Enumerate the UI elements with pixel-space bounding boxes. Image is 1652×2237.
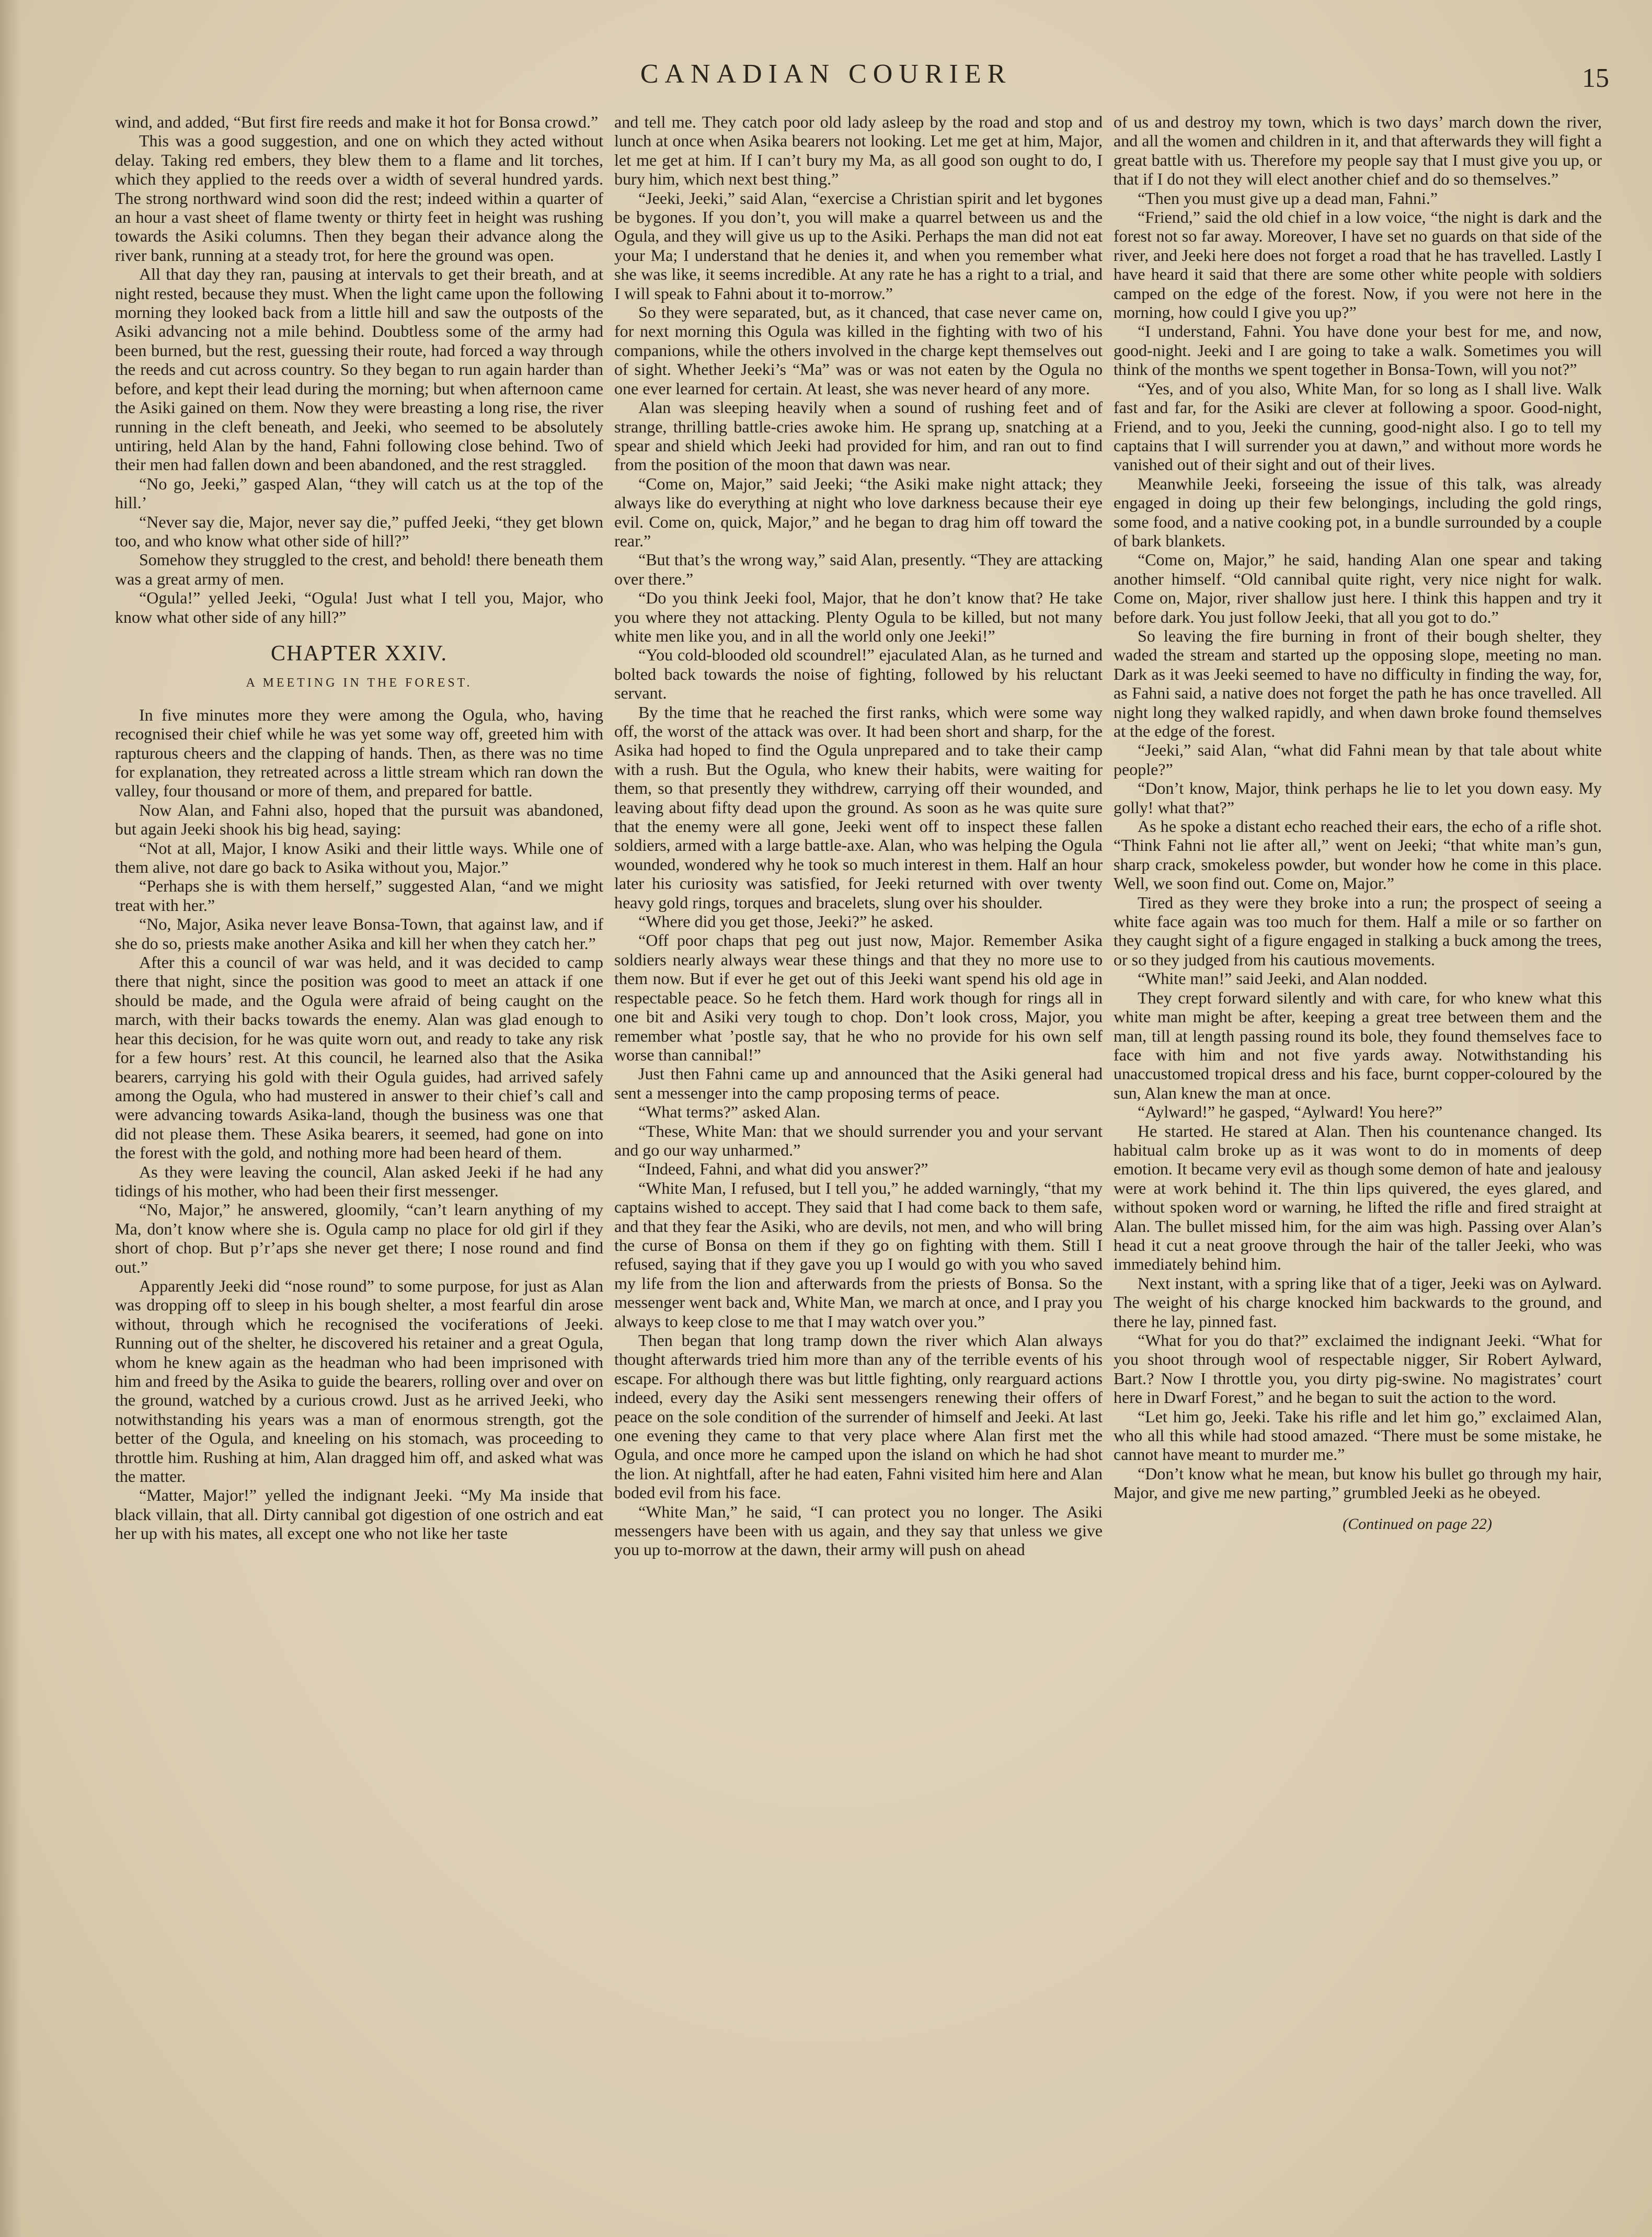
paragraph: Somehow they struggled to the crest, and behold! there beneath them was a great army of men. xyxy=(115,550,603,588)
paragraph: Alan was sleeping heavily when a sound of rushing feet and of strange, thrilling battle-cries awoke him. He sprang up, snatching at a spear and shield which Jeeki had provided for him, and ran out to find from the position of the moon that dawn was near. xyxy=(614,398,1103,474)
paragraph: “But that’s the wrong way,” said Alan, presently. “They are attacking over there.” xyxy=(614,550,1103,588)
paragraph: “Jeeki,” said Alan, “what did Fahni mean by that tale about white people?” xyxy=(1114,740,1602,779)
chapter-title: CHAPTER XXIV. xyxy=(271,641,448,666)
paragraph: Then began that long tramp down the river which Alan always thought afterwards tried him more than any of the terrible events of his escape. For although there was but little fighting, only rearguard actions indeed, every day the Asiki sent messengers renewing their offers of peace on the sole condition of the surrender of himself and Jeeki. At last one evening they came to that very place where Alan first met the Ogula, and once more he camped upon the island on which he had shot the lion. At nightfall, after he had eaten, Fahni visited him here and Alan boded evil from his face. xyxy=(614,1331,1103,1502)
column-2 xyxy=(614,112,1103,2194)
paragraph: As he spoke a distant echo reached their ears, the echo of a rifle shot. “Think Fahni not lie after all,” went on Jeeki; “that white man’s gun, sharp crack, smokeless powder, but wonder how he come in this place. Well, we soon find out. Come on, Major.” xyxy=(1114,817,1602,893)
paragraph: Tired as they were they broke into a run; the prospect of seeing a white face again was too much for them. Half a mile or so farther on they caught sight of a figure engaged in stalking a buck among the trees, or so they judged from his cautious movements. xyxy=(1114,893,1602,969)
paragraph: “Matter, Major!” yelled the indignant Jeeki. “My Ma inside that black villain, that all. Dirty cannibal got digestion of one ostrich and eat her up with his mates, all except one who not like her taste xyxy=(115,1486,603,1543)
paragraph: “No go, Jeeki,” gasped Alan, “they will catch us at the top of the hill.’ xyxy=(115,474,603,512)
paragraph: wind, and added, “But first fire reeds and make it hot for Bonsa crowd.” xyxy=(115,112,599,131)
paragraph: Now Alan, and Fahni also, hoped that the pursuit was abandoned, but again Jeeki shook his big head, saying: xyxy=(115,800,603,839)
paragraph: “Aylward!” he gasped, “Aylward! You here?” xyxy=(1138,1102,1443,1122)
paragraph: “Jeeki, Jeeki,” said Alan, “exercise a Christian spirit and let bygones be bygones. If you don’t, you will make a quarrel between us and the Ogula, and they will give us up to the Asiki. Perhaps the man did not eat your Ma; I understand that he denies it, and when you remember what she was like, it seems incredible. At any rate he has a right to a trial, and I will speak to Fahni about it to-morrow.” xyxy=(614,188,1103,303)
paragraph: “What terms?” asked Alan. xyxy=(638,1102,821,1122)
paragraph: “Do you think Jeeki fool, Major, that he don’t know that? He take you where they not attacking. Plenty Ogula to be killed, but not many white men like you, and in all the world only one Jeeki!” xyxy=(614,588,1103,645)
paragraph: They crept forward silently and with care, for who knew what this white man might be after, keeping a great tree between them and the man, till at length passing round its bole, they found themselves face to face with him and not five yards away. Notwithstanding his unaccustomed tropical dress and his face, burnt copper-coloured by the sun, Alan knew the man at once. xyxy=(1114,988,1602,1102)
paragraph: “Ogula!” yelled Jeeki, “Ogula! Just what I tell you, Major, who know what other side of any hill?” xyxy=(115,588,603,626)
paragraph: “Yes, and of you also, White Man, for so long as I shall live. Walk fast and far, for the Asiki are clever at following a spoor. Good-night, Friend, and to you, Jeeki the cunning, good-night also. I go to tell my captains that I will surrender you at dawn,” and without more words he vanished out of their sight and out of their lives. xyxy=(1114,379,1602,474)
paragraph: “These, White Man: that we should surrender you and your servant and go our way unharmed.” xyxy=(614,1121,1103,1159)
paragraph: “I understand, Fahni. You have done your best for me, and now, good-night. Jeeki and I are going to take a walk. Sometimes you will think of the months we spent together in Bonsa-Town, will you not?” xyxy=(1114,322,1602,379)
paragraph: “Where did you get those, Jeeki?” he asked. xyxy=(638,912,934,931)
page-number: 15 xyxy=(1582,63,1609,93)
column-3 xyxy=(1114,112,1602,2194)
paragraph: Meanwhile Jeeki, forseeing the issue of this talk, was already engaged in doing up their few belongings, including the gold rings, some food, and a native cooking pot, in a bundle surrounded by a couple of bark blankets. xyxy=(1114,474,1602,550)
paragraph: “Come on, Major,” he said, handing Alan one spear and taking another himself. “Old cannibal quite right, very nice night for walk. Come on, Major, river shallow just here. I think this happen and try it before dark. You just follow Jeeki, that all you got to do.” xyxy=(1114,550,1602,626)
paragraph: All that day they ran, pausing at intervals to get their breath, and at night rested, because they must. When the light came upon the following morning they looked back from a little hill and saw the outposts of the Asiki advancing not a mile behind. Doubtless some of the army had been burned, but the rest, guessing their route, had forced a way through the reeds and cut across country. So they began to run again harder than before, and kept their lead during the morning; but when afternoon came the Asiki gained on them. Now they were breasting a long rise, the river running in the cleft beneath, and Jeeki, who seemed to be absolutely untiring, held Alan by the hand, Fahni following close behind. Two of their men had fallen down and been abandoned, and the rest straggled. xyxy=(115,265,603,474)
paragraph: So they were separated, but, as it chanced, that case never came on, for next morning this Ogula was killed in the fighting with two of his companions, while the others involved in the charge kept themselves out of sight. Whether Jeeki’s “Ma” was or was not eaten by the Ogula no one ever learned for certain. At least, she was never heard of any more. xyxy=(614,303,1103,398)
page-header xyxy=(0,59,1652,106)
chapter-subtitle: A MEETING IN THE FOREST. xyxy=(246,676,473,690)
paragraph: After this a council of war was held, and it was decided to camp there that night, since the position was good to meet an attack if one should be made, and the Ogula were afraid of being caught on the march, with their backs towards the enemy. Alan was glad enough to hear this decision, for he was quite worn out, and ready to take any risk for a few hours’ rest. At this council, he learned also that the Asika bearers, carrying his gold with their Ogula guides, had arrived safely among the Ogula, who had mustered in answer to their chief’s call and were advancing towards Asika-land, though the business was one that did not please them. These Asika bearers, it seemed, had gone on into the forest with the gold, and nothing more had been heard of them. xyxy=(115,953,603,1162)
paragraph: “No, Major, Asika never leave Bonsa-Town, that against law, and if she do so, priests make another Asika and kill her when they catch her.” xyxy=(115,915,603,953)
paragraph: “Off poor chaps that peg out just now, Major. Remember Asika soldiers nearly always wear these things and that they no more use to them now. But if ever he get out of this Jeeki want spend his old age in respectable peace. So he fetch them. Hard work though for rings all in one bit and Asiki very tough to chop. Don’t look cross, Major, you remember what ’postle say, that he who no provide for his own self worse than cannibal!” xyxy=(614,931,1103,1064)
paragraph: “No, Major,” he answered, gloomily, “can’t learn anything of my Ma, don’t know where she is. Ogula camp no place for old girl if they short of chop. But p’r’aps she never get there; I nose round and find out.” xyxy=(115,1200,603,1276)
paragraph: Next instant, with a spring like that of a tiger, Jeeki was on Aylward. The weight of his charge knocked him backwards to the ground, and there he lay, pinned fast. xyxy=(1114,1273,1602,1331)
paragraph: “Come on, Major,” said Jeeki; “the Asiki make night attack; they always like do everything at night who love darkness because their eye evil. Come on, quick, Major,” and he began to drag him off toward the rear.” xyxy=(614,474,1103,550)
paragraph: By the time that he reached the first ranks, which were some way off, the worst of the attack was over. It had been short and sharp, for the Asika had hoped to find the Ogula unprepared and to take their camp with a rush. But the Ogula, who knew their habits, were waiting for them, so that presently they withdrew, carrying off their wounded, and leaving about fifty dead upon the ground. As soon as he was quite sure that the enemy were all gone, Jeeki went off to inspect these fallen soldiers, armed with a large battle-axe. Alan, who was helping the Ogula wounded, wondered why he took so much interest in them. Half an hour later his curiosity was satisfied, for Jeeki returned with over twenty heavy gold rings, torques and bracelets, slung over his shoulder. xyxy=(614,702,1103,912)
paragraph: of us and destroy my town, which is two days’ march down the river, and all the women and children in it, and that afterwards they will fight a great battle with us. Therefore my people say that I must give you up, or that if I do not they will elect another chief and do so themselves.” xyxy=(1114,112,1602,189)
paragraph: “White Man, I refused, but I tell you,” he added warningly, “that my captains wished to accept. They said that I had come back to them safe, and that they fear the Asiki, who are devils, not men, and who will bring the curse of Bonsa on them if they go on fighting with them. Still I refused, saying that if they gave you up I would go with you who saved my life from the lion and afterwards from the priests of Bonsa. So the messenger went back and, White Man, we march at once, and I pray you always to keep close to me that I may watch over you.” xyxy=(614,1178,1103,1331)
paragraph: “Not at all, Major, I know Asiki and their little ways. While one of them alive, not dare go back to Asika without you, Major.” xyxy=(115,838,603,877)
paragraph: As they were leaving the council, Alan asked Jeeki if he had any tidings of his mother, who had been their first messenger. xyxy=(115,1162,603,1200)
paragraph: Apparently Jeeki did “nose round” to some purpose, for just as Alan was dropping off to sleep in his bough shelter, a most fearful din arose without, through which he recognised the vociferations of Jeeki. Running out of the shelter, he discovered his retainer and a great Ogula, whom he knew again as the headman who had been imprisoned with him and freed by the Asika to guide the bearers, rolling over and over on the ground, watched by a curious crowd. Just as he arrived Jeeki, who notwithstanding his years was a man of enormous strength, got the better of the Ogula, and kneeling on his stomach, was proceeding to throttle him. Rushing at him, Alan dragged him off, and asked what was the matter. xyxy=(115,1276,603,1486)
paragraph: “Then you must give up a dead man, Fahni.” xyxy=(1138,188,1438,208)
paragraph: “White man!” said Jeeki, and Alan nodded. xyxy=(1138,969,1428,988)
paragraph: “Friend,” said the old chief in a low voice, “the night is dark and the forest not so far away. Moreover, I have set no guards on that side of the river, and Jeeki here does not forget a road that he has travelled. Lastly I have heard it said that there are some other white people with soldiers camped on the edge of the forest. Now, if you were not here in the morning, how could I give you up?” xyxy=(1114,208,1602,322)
paragraph: “Indeed, Fahni, and what did you answer?” xyxy=(638,1159,928,1179)
continued-note: (Continued on page 22) xyxy=(1343,1515,1492,1533)
running-head: CANADIAN COURIER xyxy=(640,59,1012,89)
paragraph: “Let him go, Jeeki. Take his rifle and let him go,” exclaimed Alan, who all this while had stood amazed. “There must be some mistake, he cannot have meant to murder me.” xyxy=(1114,1407,1602,1464)
paragraph: Just then Fahni came up and announced that the Asiki general had sent a messenger into the camp proposing terms of peace. xyxy=(614,1064,1103,1102)
paragraph: This was a good suggestion, and one on which they acted without delay. Taking red embers, they blew them to a flame and lit torches, which they applied to the reeds over a width of several hundred yards. The strong northward wind soon did the rest; indeed within a quarter of an hour a vast sheet of flame twenty or thirty feet in height was rushing towards the Asiki columns. Then they began their advance along the river bank, running at a steady trot, for here the ground was open. xyxy=(115,131,603,265)
column-1 xyxy=(115,112,603,2194)
paragraph: “White Man,” he said, “I can protect you no longer. The Asiki messengers have been with us again, and they say that unless we give you up to-morrow at the dawn, their army will push on ahead xyxy=(614,1502,1103,1559)
paragraph: So leaving the fire burning in front of their bough shelter, they waded the stream and started up the opposing slope, meeting no man. Dark as it was Jeeki seemed to have no difficulty in finding the way, for, as Fahni said, a native does not forget the path he has once travelled. All night long they walked rapidly, and when dawn broke found themselves at the edge of the forest. xyxy=(1114,626,1602,740)
paragraph: and tell me. They catch poor old lady asleep by the road and stop and lunch at once when Asika bearers not looking. Let me get at him, Major, let me get at him. If I can’t bury my Ma, as all good son ought to do, I bury him, which next best thing.” xyxy=(614,112,1103,189)
paragraph: “You cold-blooded old scoundrel!” ejaculated Alan, as he turned and bolted back towards the noise of fighting, followed by his reluctant servant. xyxy=(614,645,1103,703)
page-edge-shadow xyxy=(0,0,21,2237)
paragraph: He started. He stared at Alan. Then his countenance changed. Its habitual calm broke up as it was wont to do in moments of deep emotion. It became very evil as though some demon of hate and jealousy were at work behind it. The thin lips quivered, the eyes glared, and without spoken word or warning, he lifted the rifle and fired straight at Alan. The bullet missed him, for the aim was high. Passing over Alan’s head it cut a neat groove through the hair of the taller Jeeki, who was immediately behind him. xyxy=(1114,1121,1602,1274)
paragraph: “Never say die, Major, never say die,” puffed Jeeki, “they get blown too, and who know what other side of hill?” xyxy=(115,512,603,550)
paragraph: “Perhaps she is with them herself,” suggested Alan, “and we might treat with her.” xyxy=(115,876,603,915)
paragraph: In five minutes more they were among the Ogula, who, having recognised their chief while he was yet some way off, greeted him with rapturous cheers and the clapping of hands. Then, as there was no time for explanation, they retreated across a little stream which ran down the valley, four thousand or more of them, and prepared for battle. xyxy=(115,705,603,801)
paragraph: “Don’t know, Major, think perhaps he lie to let you down easy. My golly! what that?” xyxy=(1114,779,1602,817)
paragraph: “Don’t know what he mean, but know his bullet go through my hair, Major, and give me new parting,” grumbled Jeeki as he obeyed. xyxy=(1114,1464,1602,1502)
paragraph: “What for you do that?” exclaimed the indignant Jeeki. “What for you shoot through wool of respectable nigger, Sir Robert Aylward, Bart.? Now I throttle you, you dirty pig-swine. No magistrates’ court here in Dwarf Forest,” and he began to suit the action to the word. xyxy=(1114,1331,1602,1407)
